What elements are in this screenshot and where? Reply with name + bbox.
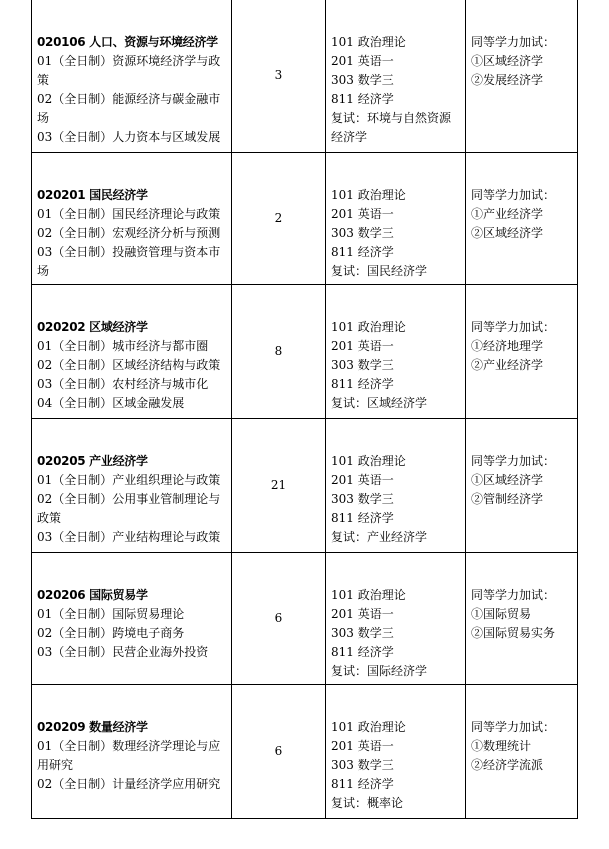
exam-subject: 303 数学三 bbox=[331, 625, 394, 640]
direction-item: 03（全日制）民营企业海外投资 bbox=[37, 644, 209, 659]
exam-subjects-cell bbox=[326, 0, 466, 152]
extra-exam-item: ①国际贸易 bbox=[471, 606, 532, 621]
major-cell bbox=[32, 684, 232, 818]
exam-subjects-cell bbox=[326, 284, 466, 418]
enrollment-count-cell bbox=[232, 0, 326, 152]
exam-subject: 811 经济学 bbox=[331, 92, 394, 106]
extra-exam-list bbox=[471, 0, 572, 90]
enrollment-count: 6 bbox=[274, 743, 283, 758]
exam-subject: 811 经济学 bbox=[331, 244, 394, 259]
table-row bbox=[32, 152, 578, 284]
extra-exam-list bbox=[471, 419, 572, 509]
direction-list bbox=[37, 605, 226, 662]
direction-list bbox=[37, 52, 226, 147]
major-cell bbox=[32, 152, 232, 284]
extra-exam-item: 同等学力加试： bbox=[471, 719, 556, 734]
exam-list bbox=[331, 285, 460, 413]
direction-item: 02（全日制）宏观经济分析与预测 bbox=[37, 225, 221, 240]
major-title: 020202 区域经济学 bbox=[37, 319, 148, 334]
exam-subjects-cell bbox=[326, 684, 466, 818]
extra-exam-item: ②国际贸易实务 bbox=[471, 625, 556, 640]
extra-exam-item: ②发展经济学 bbox=[471, 73, 544, 87]
enrollment-count-cell bbox=[232, 152, 326, 284]
extra-exam-item: 同等学力加试： bbox=[471, 453, 556, 468]
direction-list bbox=[37, 737, 226, 794]
exam-subject: 811 经济学 bbox=[331, 644, 394, 659]
enrollment-count-cell bbox=[232, 418, 326, 552]
direction-item: 03（全日制）产业结构理论与政策 bbox=[37, 529, 221, 544]
exam-list bbox=[331, 0, 460, 147]
exam-subject: 101 政治理论 bbox=[331, 719, 406, 734]
direction-item: 03（全日制）人力资本与区域发展 bbox=[37, 130, 221, 144]
direction-item: 01（全日制）数理经济学理论与应用研究 bbox=[37, 738, 221, 772]
exam-subject: 复试：区域经济学 bbox=[331, 395, 428, 410]
extra-exam-cell bbox=[466, 552, 578, 684]
enrollment-count-cell bbox=[232, 684, 326, 818]
exam-subject: 101 政治理论 bbox=[331, 319, 406, 334]
exam-subject: 101 政治理论 bbox=[331, 587, 406, 602]
direction-list bbox=[37, 337, 226, 413]
extra-exam-item: 同等学力加试： bbox=[471, 587, 556, 602]
extra-exam-item: ②管制经济学 bbox=[471, 491, 544, 506]
extra-exam-item: ①区域经济学 bbox=[471, 472, 544, 487]
enrollment-count: 21 bbox=[270, 477, 287, 492]
major-cell bbox=[32, 552, 232, 684]
extra-exam-item: ②产业经济学 bbox=[471, 357, 544, 372]
extra-exam-cell bbox=[466, 0, 578, 152]
direction-item: 02（全日制）区域经济结构与政策 bbox=[37, 357, 221, 372]
table-row bbox=[32, 552, 578, 684]
majors-table bbox=[31, 0, 578, 819]
extra-exam-list bbox=[471, 285, 572, 375]
extra-exam-item: 同等学力加试： bbox=[471, 35, 556, 49]
direction-item: 01（全日制）城市经济与都市圈 bbox=[37, 338, 209, 353]
table-row bbox=[32, 284, 578, 418]
direction-item: 04（全日制）区域金融发展 bbox=[37, 395, 185, 410]
direction-list bbox=[37, 471, 226, 547]
exam-subjects-cell bbox=[326, 152, 466, 284]
direction-item: 01（全日制）国民经济理论与政策 bbox=[37, 206, 221, 221]
enrollment-count: 6 bbox=[274, 610, 283, 625]
table-row bbox=[32, 0, 578, 152]
major-cell bbox=[32, 0, 232, 152]
exam-subjects-cell bbox=[326, 552, 466, 684]
exam-subject: 201 英语一 bbox=[331, 338, 394, 353]
extra-exam-item: 同等学力加试： bbox=[471, 187, 556, 202]
exam-subject: 201 英语一 bbox=[331, 738, 394, 753]
direction-item: 02（全日制）跨境电子商务 bbox=[37, 625, 185, 640]
exam-subject: 303 数学三 bbox=[331, 357, 394, 372]
direction-item: 02（全日制）计量经济学应用研究 bbox=[37, 776, 221, 791]
majors-table-body bbox=[32, 0, 578, 818]
exam-subjects-cell bbox=[326, 418, 466, 552]
exam-subject: 复试：概率论 bbox=[331, 795, 404, 810]
extra-exam-item: ①经济地理学 bbox=[471, 338, 544, 353]
exam-subject: 201 英语一 bbox=[331, 606, 394, 621]
exam-subject: 201 英语一 bbox=[331, 472, 394, 487]
extra-exam-list bbox=[471, 553, 572, 643]
major-cell bbox=[32, 418, 232, 552]
extra-exam-cell bbox=[466, 684, 578, 818]
exam-list bbox=[331, 553, 460, 681]
exam-subject: 303 数学三 bbox=[331, 757, 394, 772]
direction-item: 01（全日制）产业组织理论与政策 bbox=[37, 472, 221, 487]
exam-subject: 303 数学三 bbox=[331, 491, 394, 506]
extra-exam-item: 同等学力加试： bbox=[471, 319, 556, 334]
direction-item: 01（全日制）资源环境经济学与政策 bbox=[37, 54, 221, 87]
extra-exam-item: ①数理统计 bbox=[471, 738, 532, 753]
enrollment-count-cell bbox=[232, 284, 326, 418]
direction-item: 01（全日制）国际贸易理论 bbox=[37, 606, 185, 621]
extra-exam-list bbox=[471, 685, 572, 775]
exam-subject: 303 数学三 bbox=[331, 225, 394, 240]
exam-subject: 101 政治理论 bbox=[331, 187, 406, 202]
extra-exam-cell bbox=[466, 418, 578, 552]
exam-subject: 101 政治理论 bbox=[331, 35, 406, 49]
exam-list bbox=[331, 153, 460, 281]
enrollment-count-cell bbox=[232, 552, 326, 684]
major-title: 020206 国际贸易学 bbox=[37, 587, 148, 602]
exam-subject: 复试：国民经济学 bbox=[331, 263, 428, 278]
direction-list bbox=[37, 205, 226, 281]
exam-list bbox=[331, 685, 460, 813]
extra-exam-item: ①区域经济学 bbox=[471, 54, 544, 68]
direction-item: 02（全日制）公用事业管制理论与政策 bbox=[37, 491, 221, 525]
exam-list bbox=[331, 419, 460, 547]
exam-subject: 811 经济学 bbox=[331, 776, 394, 791]
exam-subject: 811 经济学 bbox=[331, 376, 394, 391]
exam-subject: 复试：国际经济学 bbox=[331, 663, 428, 678]
exam-subject: 303 数学三 bbox=[331, 73, 394, 87]
extra-exam-item: ①产业经济学 bbox=[471, 206, 544, 221]
direction-item: 03（全日制）投融资管理与资本市场 bbox=[37, 244, 221, 278]
exam-subject: 复试：产业经济学 bbox=[331, 529, 428, 544]
enrollment-count: 3 bbox=[274, 68, 283, 83]
major-title: 020106 人口、资源与环境经济学 bbox=[37, 35, 218, 49]
major-title: 020201 国民经济学 bbox=[37, 187, 148, 202]
exam-subject: 201 英语一 bbox=[331, 54, 394, 68]
extra-exam-list bbox=[471, 153, 572, 243]
extra-exam-item: ②经济学流派 bbox=[471, 757, 544, 772]
extra-exam-cell bbox=[466, 152, 578, 284]
table-row bbox=[32, 684, 578, 818]
exam-subject: 复试：环境与自然资源经济学 bbox=[331, 111, 452, 144]
extra-exam-item: ②区域经济学 bbox=[471, 225, 544, 240]
exam-subject: 201 英语一 bbox=[331, 206, 394, 221]
exam-subject: 811 经济学 bbox=[331, 510, 394, 525]
major-title: 020205 产业经济学 bbox=[37, 453, 148, 468]
extra-exam-cell bbox=[466, 284, 578, 418]
enrollment-count: 2 bbox=[274, 210, 283, 225]
enrollment-count: 8 bbox=[274, 343, 283, 358]
direction-item: 02（全日制）能源经济与碳金融市场 bbox=[37, 92, 221, 125]
exam-subject: 101 政治理论 bbox=[331, 453, 406, 468]
major-cell bbox=[32, 284, 232, 418]
direction-item: 03（全日制）农村经济与城市化 bbox=[37, 376, 209, 391]
major-title: 020209 数量经济学 bbox=[37, 719, 148, 734]
table-row bbox=[32, 418, 578, 552]
